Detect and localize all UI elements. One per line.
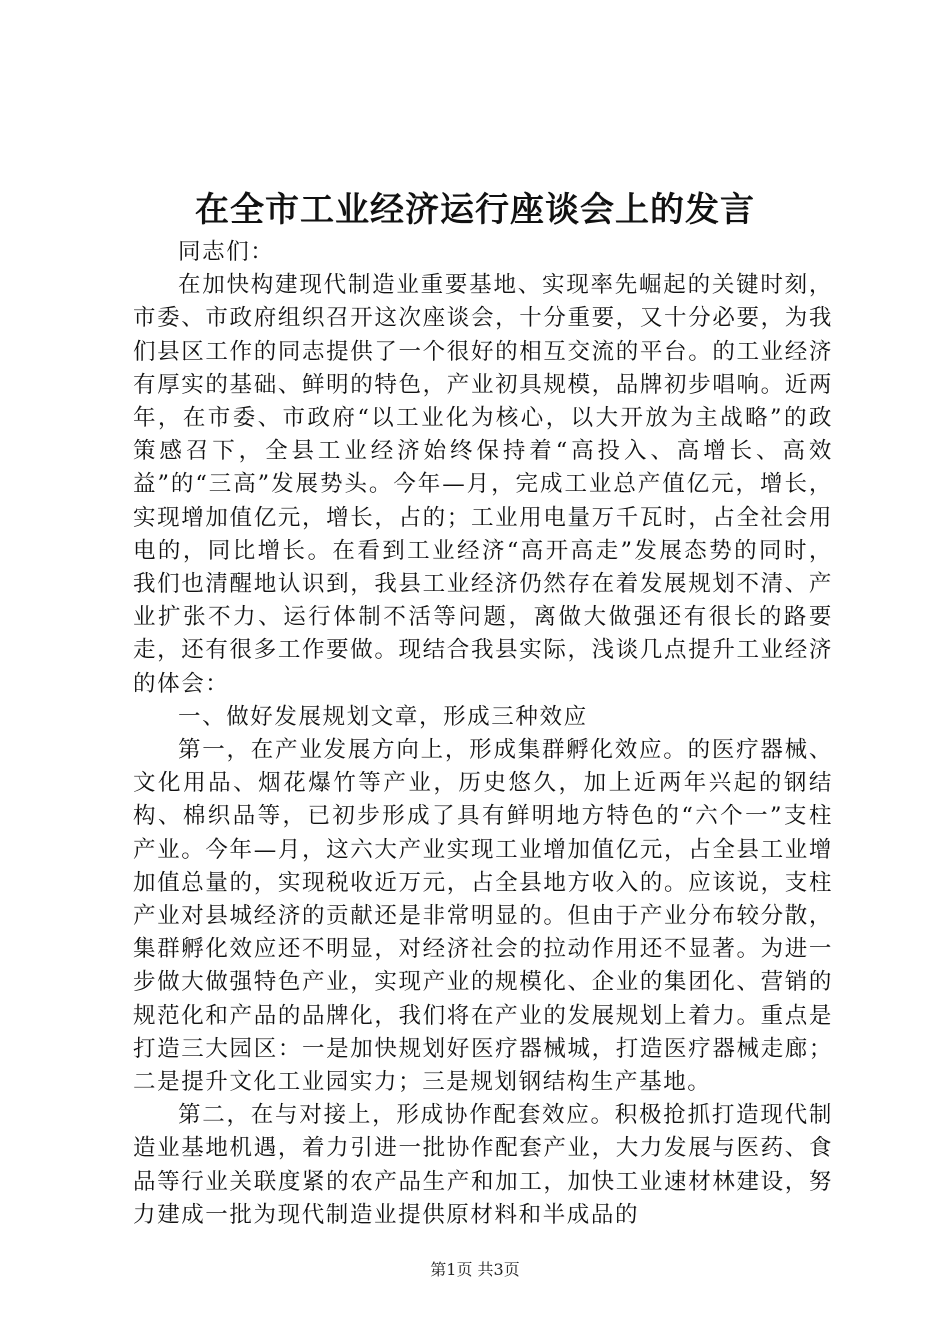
point-two-paragraph: 第二，在与对接上，形成协作配套效应。积极抢抓打造现代制造业基地机遇，着力引进一批协作配套产业，大力发展与医药、食品等行业关联度紧的农产品生产和加工，加快工业速材林建设，努力建成一批为现代制造业提供原材料和半成品的: [133, 1102, 833, 1228]
section-heading: 一、做好发展规划文章，形成三种效应: [178, 703, 588, 730]
document-title: 在全市工业经济运行座谈会上的发言: [195, 190, 755, 230]
document-body: [133, 236, 833, 1232]
intro-paragraph: 在加快构建现代制造业重要基地、实现率先崛起的关键时刻，市委、市政府组织召开这次座谈会，十分重要，又十分必要，为我们县区工作的同志提供了一个很好的相互交流的平台。的工业经济有厚实的基础、鲜明的特色，产业初具规模，品牌初步唱响。近两年，在市委、市政府“以工业化为核心，以大开放为主战略”的政策感召下，全县工业经济始终保持着“高投入、高增长、高效益”的“三高”发展势头。今年—月，完成工业总产值亿元，增长，实现增加值亿元，增长，占的；工业用电量万千瓦时，占全社会用电的，同比增长。在看到工业经济“高开高走”发展态势的同时，我们也清醒地认识到，我县工业经济仍然存在着发展规划不清、产业扩张不力、运行体制不活等问题，离做大做强还有很长的路要走，还有很多工作要做。现结合我县实际，浅谈几点提升工业经济的体会：: [133, 272, 833, 697]
point-one-paragraph: 第一，在产业发展方向上，形成集群孵化效应。的医疗器械、文化用品、烟花爆竹等产业，历史悠久，加上近两年兴起的钢结构、棉织品等，已初步形成了具有鲜明地方特色的“六个一”支柱产业。今年—月，这六大产业实现工业增加值亿元，占全县工业增加值总量的，实现税收近万元，占全县地方收入的。应该说，支柱产业对县城经济的贡献还是非常明显的。但由于产业分布较分散，集群孵化效应还不明显，对经济社会的拉动作用还不显著。为进一步做大做强特色产业，实现产业的规模化、企业的集团化、营销的规范化和产品的品牌化，我们将在产业的发展规划上着力。重点是打造三大园区：一是加快规划好医疗器械城，打造医疗器械走廊；二是提升文化工业园实力；三是规划钢结构生产基地。: [133, 737, 833, 1096]
salutation: 同志们：: [178, 239, 275, 265]
page-number-footer: 第1页 共3页: [430, 1260, 520, 1279]
